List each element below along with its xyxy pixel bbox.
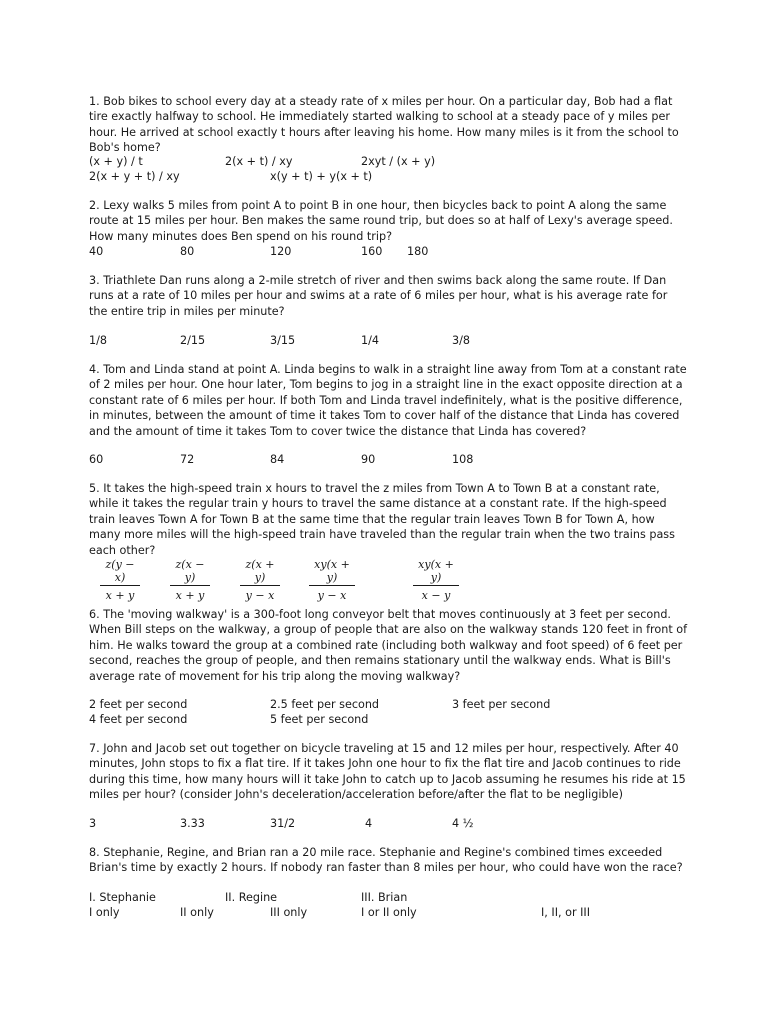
q5-choice-e-denominator: x − y xyxy=(421,589,451,602)
q4-choice-c: 84 xyxy=(270,453,285,466)
q8-choice-e: I, II, or III xyxy=(541,906,591,919)
q6-choice-b: 2.5 feet per second xyxy=(270,698,380,711)
q5-choice-c-numerator: z(x + y) xyxy=(240,558,280,586)
q1-choice-e: x(y + t) + y(x + t) xyxy=(270,170,373,183)
q8-option-3: III. Brian xyxy=(361,891,408,904)
q5-choice-a xyxy=(100,558,140,602)
question-6-choices-row-2 xyxy=(0,712,768,727)
q3-choice-c: 3/15 xyxy=(270,334,296,347)
q5-choice-b-denominator: x + y xyxy=(175,589,205,602)
q4-choice-e: 108 xyxy=(452,453,474,466)
question-2-text: 2. Lexy walks 5 miles from point A to point B in one hour, then bicycles back to point A along the same route at 15 miles per hour. Ben makes the same round trip, but does so at half of Lexy's average speed. How many minutes does Ben spend on his round trip? xyxy=(89,199,673,243)
question-3-choices xyxy=(0,333,768,348)
q5-choice-c-denominator: y − x xyxy=(245,589,275,602)
q2-choice-c: 120 xyxy=(270,245,292,258)
q6-choice-d: 4 feet per second xyxy=(89,713,188,726)
q1-choice-d: 2(x + y + t) / xy xyxy=(89,170,180,183)
q2-choice-d: 160 xyxy=(361,245,383,258)
question-3-text: 3. Triathlete Dan runs along a 2-mile stretch of river and then swims back along the same route. If Dan runs at a rate of 10 miles per hour and swims at a rate of 6 miles per hour, what is his average rate for the entire trip in miles per minute? xyxy=(89,274,668,318)
q5-choice-d-numerator: xy(x + y) xyxy=(309,558,355,586)
q5-choice-d-denominator: y − x xyxy=(317,589,347,602)
question-8-choices xyxy=(0,905,768,920)
q5-choice-e-numerator: xy(x + y) xyxy=(413,558,459,586)
q1-choice-a: (x + y) / t xyxy=(89,155,143,168)
q1-choice-b: 2(x + t) / xy xyxy=(225,155,293,168)
q2-choice-b: 80 xyxy=(180,245,195,258)
q3-choice-a: 1/8 xyxy=(89,334,108,347)
question-6-choices-row-1 xyxy=(0,697,768,712)
q7-choice-e: 4 ½ xyxy=(452,817,474,830)
question-1-text: 1. Bob bikes to school every day at a steady rate of x miles per hour. On a particular day, Bob had a flat tire exactly halfway to school. He immediately started walking to school at a steady pace of y miles per hour. He arrived at school exactly t hours after leaving his home. How many miles is it from the school to Bob's home? xyxy=(89,95,679,155)
q3-choice-e: 3/8 xyxy=(452,334,471,347)
q7-choice-b: 3.33 xyxy=(180,817,205,830)
q5-choice-e xyxy=(413,558,459,602)
q3-choice-b: 2/15 xyxy=(180,334,206,347)
question-7-choices xyxy=(0,816,768,831)
question-4-choices xyxy=(0,452,768,467)
q5-choice-a-denominator: x + y xyxy=(105,589,135,602)
q8-option-2: II. Regine xyxy=(225,891,278,904)
q4-choice-d: 90 xyxy=(361,453,376,466)
q3-choice-d: 1/4 xyxy=(361,334,380,347)
q6-choice-a: 2 feet per second xyxy=(89,698,188,711)
q8-choice-c: III only xyxy=(270,906,308,919)
q4-choice-a: 60 xyxy=(89,453,104,466)
question-1-choices-row-2 xyxy=(0,169,768,184)
q5-choice-a-numerator: z(y − x) xyxy=(100,558,140,586)
q5-choice-b-numerator: z(x − y) xyxy=(170,558,210,586)
question-1-choices-row-1 xyxy=(0,154,768,169)
q6-choice-e: 5 feet per second xyxy=(270,713,369,726)
question-7-text: 7. John and Jacob set out together on bicycle traveling at 15 and 12 miles per hour, respectively. After 40 minutes, John stops to fix a flat tire. If it takes John one hour to fix the flat tire and Jacob continues to ride during this time, how many hours will it take John to catch up to Jacob assuming he resumes his ride at 15 miles per hour? (consider John's deceleration/acceleration before/after the flat to be negligible) xyxy=(89,742,686,802)
q6-choice-c: 3 feet per second xyxy=(452,698,551,711)
q8-choice-d: I or II only xyxy=(361,906,417,919)
q4-choice-b: 72 xyxy=(180,453,195,466)
q2-choice-e: 180 xyxy=(407,245,429,258)
question-8-options xyxy=(0,890,768,905)
q7-choice-d: 4 xyxy=(365,817,373,830)
question-6-text: 6. The 'moving walkway' is a 300-foot long conveyor belt that moves continuously at 3 feet per second. When Bill steps on the walkway, a group of people that are also on the walkway stands 120 feet in front of him. He walks toward the group at a combined rate (including both walkway and foot speed) of 6 feet per second, reaches the group of people, and then remains stationary until the walkway ends. What is Bill's average rate of movement for his trip along the moving walkway? xyxy=(89,608,688,683)
question-5-text: 5. It takes the high-speed train x hours to travel the z miles from Town A to Town B at a constant rate, while it takes the regular train y hours to travel the same distance at a constant rate. If the high-speed train leaves Town A for Town B at the same time that the regular train leaves Town B for Town A, how many more miles will the high-speed train have traveled than the regular train when the two trains pass each other? xyxy=(89,482,675,557)
q5-choice-b xyxy=(170,558,210,602)
q8-choice-a: I only xyxy=(89,906,120,919)
q8-option-1: I. Stephanie xyxy=(89,891,156,904)
question-4-text: 4. Tom and Linda stand at point A. Linda begins to walk in a straight line away from Tom at a constant rate of 2 miles per hour. One hour later, Tom begins to jog in a straight line in the exact opposite direction at a constant rate of 6 miles per hour. If both Tom and Linda travel indefinitely, what is the positive difference, in minutes, between the amount of time it takes Tom to cover half of the distance that Linda has covered and the amount of time it takes Tom to cover twice the distance that Linda has covered? xyxy=(89,363,687,438)
q7-choice-a: 3 xyxy=(89,817,97,830)
question-2-choices xyxy=(0,244,768,259)
q5-choice-d xyxy=(309,558,355,602)
q5-choice-c xyxy=(240,558,280,602)
q1-choice-c: 2xyt / (x + y) xyxy=(361,155,436,168)
q8-choice-b: II only xyxy=(180,906,214,919)
q7-choice-c: 31/2 xyxy=(270,817,296,830)
question-8-text: 8. Stephanie, Regine, and Brian ran a 20 mile race. Stephanie and Regine's combined times exceeded Brian's time by exactly 2 hours. If nobody ran faster than 8 miles per hour, who could have won the race? xyxy=(89,846,683,875)
q2-choice-a: 40 xyxy=(89,245,104,258)
